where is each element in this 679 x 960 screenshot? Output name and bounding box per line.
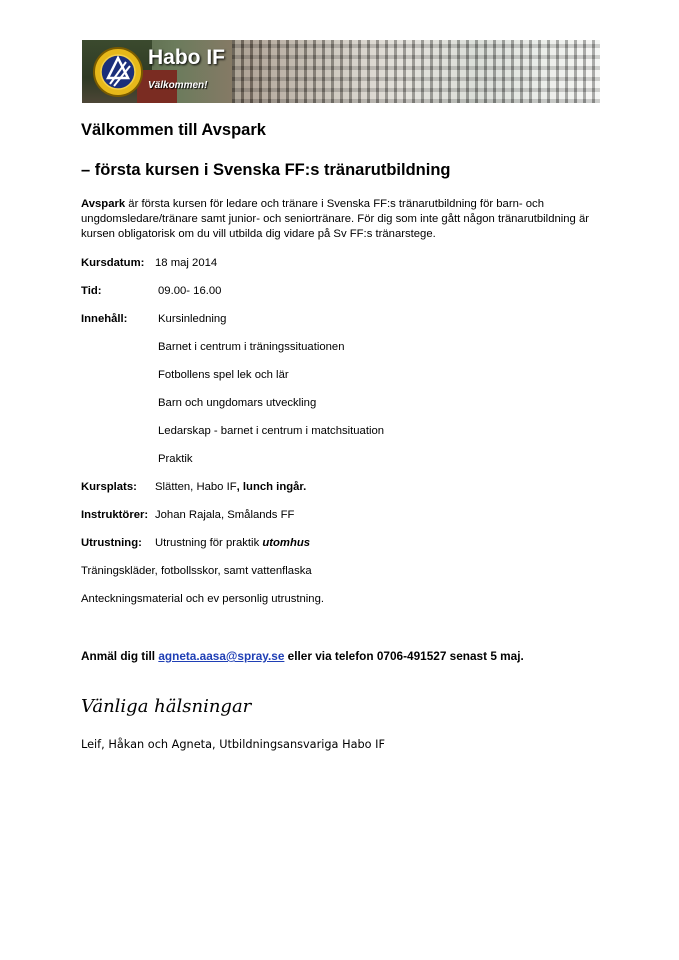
contact-suffix: eller via telefon 0706-491527 senast 5 maj. xyxy=(284,649,524,663)
content-item: Barn och ungdomars utveckling xyxy=(158,397,317,409)
banner-crowd-photo xyxy=(232,40,600,103)
header-banner xyxy=(82,40,600,103)
closing-greeting: Vänliga hälsningar xyxy=(81,696,252,717)
label-kursdatum: Kursdatum: xyxy=(81,257,145,269)
content-item: Ledarskap - barnet i centrum i matchsituation xyxy=(158,425,385,437)
intro-text: är första kursen för ledare och tränare i Svenska FF:s tränarutbildning för barn- och ungdomsledare/tränare samt junior- och seniortränare. För dig som inte gått någon tränarutbildning är kursen obligatorisk om du vill utbilda dig vidare på Sv FF:s tränarstege. xyxy=(81,198,590,240)
value-kursplats-extra: , lunch ingår. xyxy=(236,481,307,493)
equipment-line-2: Träningskläder, fotbollsskor, samt vattenflaska xyxy=(81,565,312,577)
contact-line xyxy=(81,649,524,663)
heading-line-1: Välkommen till Avspark xyxy=(81,121,266,139)
contact-email-link[interactable]: agneta.aasa@spray.se xyxy=(158,649,285,663)
label-kursplats: Kursplats: xyxy=(81,481,137,493)
content-item: Barnet i centrum i träningssituationen xyxy=(158,341,345,353)
label-instruktorer: Instruktörer: xyxy=(81,509,149,521)
value-kursplats: Slätten, Habo IF xyxy=(155,481,237,493)
value-kursdatum: 18 maj 2014 xyxy=(155,257,218,269)
heading-line-2: – första kursen i Svenska FF:s tränarutbildning xyxy=(81,161,451,179)
intro-bold-word: Avspark xyxy=(81,198,126,210)
banner-title: Habo IF xyxy=(148,46,225,69)
content-item: Praktik xyxy=(158,453,193,465)
content-item: Kursinledning xyxy=(158,313,227,325)
label-tid: Tid: xyxy=(81,285,102,297)
club-crest-icon xyxy=(92,44,144,99)
equipment-line-3: Anteckningsmaterial och ev personlig utrustning. xyxy=(81,593,325,605)
value-utrustning-emph: utomhus xyxy=(262,537,311,549)
label-innehall: Innehåll: xyxy=(81,313,128,325)
value-instruktorer: Johan Rajala, Smålands FF xyxy=(155,509,295,521)
closing-signature: Leif, Håkan och Agneta, Utbildningsansvariga Habo IF xyxy=(81,738,385,751)
label-utrustning: Utrustning: xyxy=(81,537,142,549)
intro-paragraph xyxy=(81,197,601,242)
contact-prefix: Anmäl dig till xyxy=(81,649,159,663)
value-tid: 09.00- 16.00 xyxy=(158,285,222,297)
content-item: Fotbollens spel lek och lär xyxy=(158,369,289,381)
value-utrustning: Utrustning för praktik xyxy=(155,537,263,549)
banner-subtitle: Välkommen! xyxy=(148,80,208,91)
